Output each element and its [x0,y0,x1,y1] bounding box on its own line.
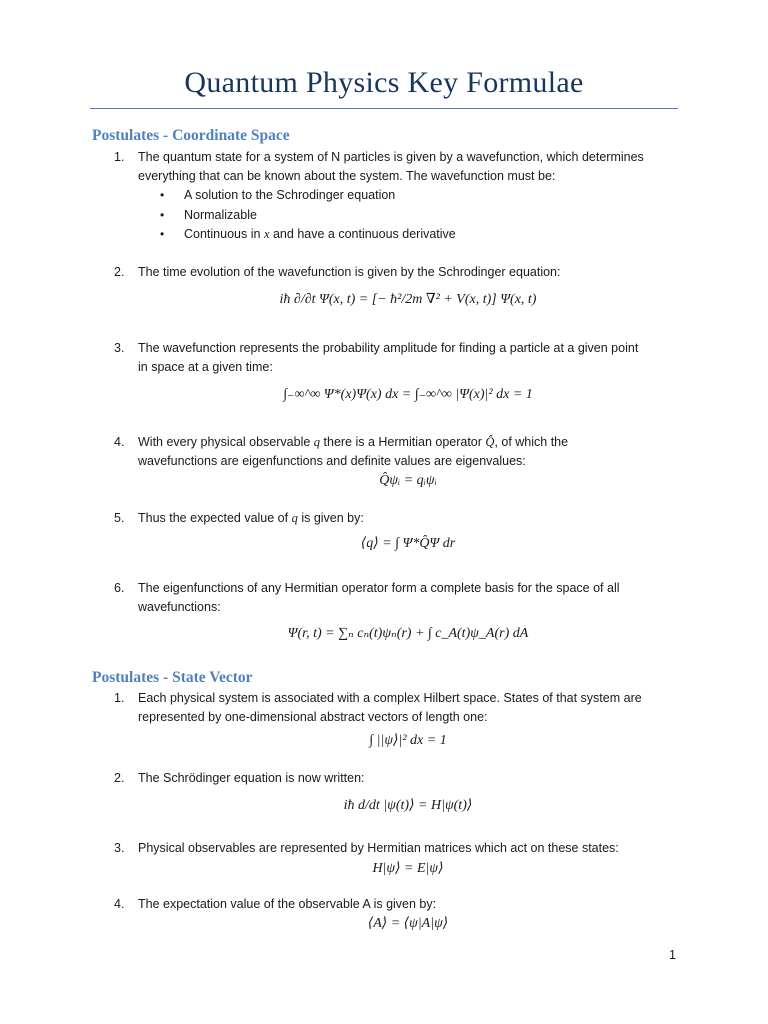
item-text-row [138,435,568,450]
item-text: With every physical observable [138,435,311,449]
item-text: The time evolution of the wavefunction is given by the Schrodinger equation: [138,265,561,279]
title-divider [90,108,678,109]
bullet-text: Normalizable [184,208,257,222]
bullet-marker: • [160,208,165,222]
bullet-marker: • [160,188,165,202]
item-text: in space at a given time: [138,360,273,374]
math-variable: Q̂ [485,435,495,449]
bullet-text: Continuous in [184,227,261,241]
section-heading-coordinate-space: Postulates - Coordinate Space [92,127,290,144]
item-number: 4. [114,435,125,449]
equation-observable-expectation: ⟨A⟩ = ⟨ψ|A|ψ⟩ [367,916,449,931]
item-text: wavefunctions are eigenfunctions and definite values are eigenvalues: [138,454,526,468]
math-variable: q [313,435,321,449]
item-number: 3. [114,341,125,355]
item-number: 1. [114,150,125,164]
section-heading-state-vector: Postulates - State Vector [92,669,253,686]
math-variable: x [263,227,270,241]
bullet-text-row [184,227,456,242]
item-text-row [138,511,364,526]
item-text: everything that can be known about the system. The wavefunction must be: [138,169,556,183]
equation-state-normalization: ∫ ||ψ⟩|² dx = 1 [369,733,447,748]
item-text: Physical observables are represented by Hermitian matrices which act on these states: [138,841,619,855]
item-text: represented by one-dimensional abstract vectors of length one: [138,710,488,724]
equation-normalization: ∫₋∞^∞ Ψ*(x)Ψ(x) dx = ∫₋∞^∞ |Ψ(x)|² dx = 1 [283,387,533,402]
math-variable: q [291,511,298,525]
item-text: The expectation value of the observable A is given by: [138,897,437,911]
item-text: The Schrödinger equation is now written: [138,771,365,785]
item-number: 4. [114,897,125,911]
item-text: is given by: [301,511,364,525]
bullet-text: and have a continuous derivative [272,227,456,241]
equation-schrodinger: iħ ∂/∂t Ψ(x, t) = [− ħ²/2m ∇² + V(x, t)] Ψ(x, t) [279,292,537,307]
equation-schrodinger-ket: iħ d/dt |ψ(t)⟩ = H|ψ(t)⟩ [343,798,473,813]
item-text: The quantum state for a system of N particles is given by a wavefunction, which determines [138,150,644,164]
item-number: 2. [114,771,125,785]
item-text: there is a Hermitian operator [323,435,482,449]
bullet-text: A solution to the Schrodinger equation [184,188,396,202]
page-title: Quantum Physics Key Formulae [184,66,584,99]
equation-eigenvalue: Q̂ψᵢ = qᵢψᵢ [379,473,437,488]
bullet-marker: • [160,227,165,241]
equation-expectation: ⟨q⟩ = ∫ Ψ*Q̂Ψ dr [360,536,456,551]
equation-hamiltonian-eigen: H|ψ⟩ = E|ψ⟩ [372,861,444,876]
item-text: Thus the expected value of [138,511,289,525]
item-text: Each physical system is associated with a complex Hilbert space. States of that system are [138,691,642,705]
item-number: 6. [114,581,125,595]
item-number: 3. [114,841,125,855]
item-text: , of which the [494,435,569,449]
equation-basis-expansion: Ψ(r, t) = ∑ₙ cₙ(t)ψₙ(r) + ∫ c_A(t)ψ_A(r) dA [287,626,529,641]
item-number: 2. [114,265,125,279]
page-number: 1 [669,948,676,962]
item-text: wavefunctions: [138,600,221,614]
item-text: The eigenfunctions of any Hermitian operator form a complete basis for the space of all [138,581,620,595]
item-number: 5. [114,511,125,525]
item-number: 1. [114,691,125,705]
item-text: The wavefunction represents the probability amplitude for finding a particle at a given point [138,341,639,355]
